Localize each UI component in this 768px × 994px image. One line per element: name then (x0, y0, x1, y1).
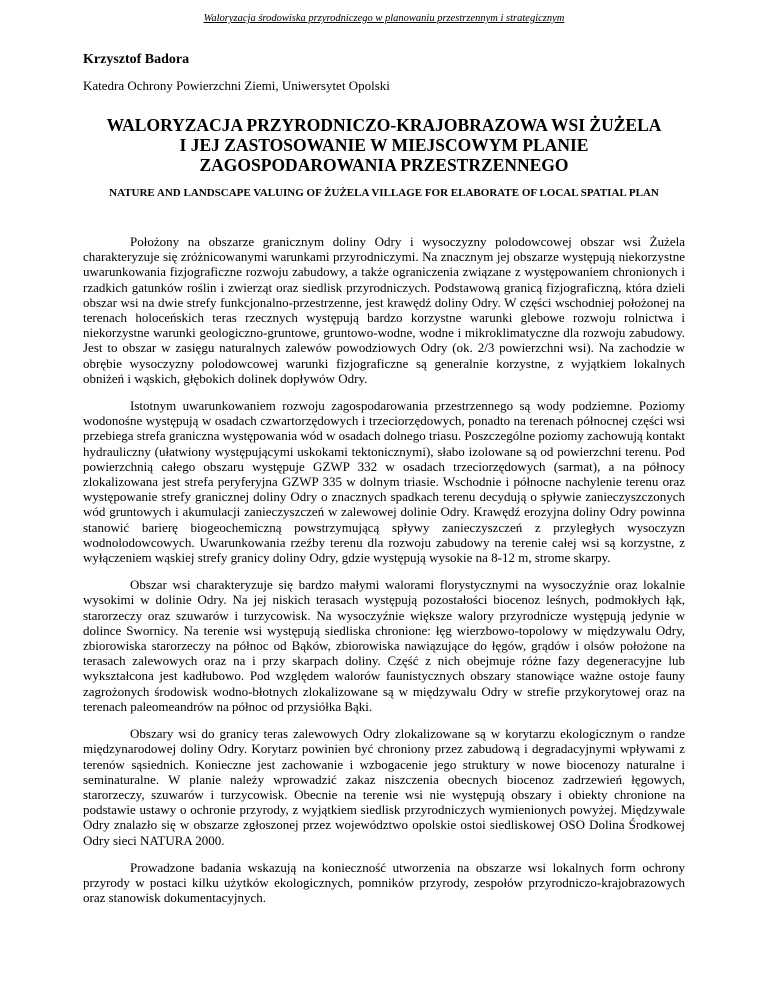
running-header-text: Waloryzacja środowiska przyrodniczego w planowaniu przestrzennym i strategicznym (203, 13, 565, 24)
body-paragraph: Obszar wsi charakteryzuje się bardzo małymi walorami florystycznymi na wysoczyźnie oraz lokalnie wysokimi w dolinie Odry. Na jej niskich terasach występują pozostałości biocenoz leśnych, podmokłych łąk, starorzeczy oraz szuwarów i turzycowisk. Na wysoczyźnie większe walory przyrodnicze występują jedynie w dolince Swornicy. Na terenie wsi występują siedliska chronione: łęg wierzbowo-topolowy w międzywalu Odry, zbiorowiska starorzeczy na północ od Bąków, zbiorowiska nawiązujące do łęgów, grądów i olsów położone na terasach zalewowych oraz na i przy skarpach doliny. Część z nich obejmuje różne fazy degeneracyjne lub wykształcona jest kadłubowo. Pod względem walorów faunistycznych obszary stanowiące ważne ostoje fauny zagrożonych środowisk wodno-błotnych zlokalizowane są w międzywalu Odry w strefie przykorytowej oraz na terenach paleomeandrów na północ od przysiółka Bąki. (83, 577, 685, 714)
running-header (0, 13, 768, 24)
article-title-english: NATURE AND LANDSCAPE VALUING OF ŻUŻELA VILLAGE FOR ELABORATE OF LOCAL SPATIAL PLAN (109, 187, 659, 199)
body-paragraph: Obszary wsi do granicy teras zalewowych Odry zlokalizowane są w korytarzu ekologicznym o randze międzynarodowej doliny Odry. Korytarz powinien być chroniony przez zabudową i degradacyjnymi wpływami z terenów sąsiednich. Konieczne jest zachowanie i wzbogacenie jego struktury w nowe biocenozy naturalne i seminaturalne. W planie należy wprowadzić zakaz niszczenia obecnych biocenoz zadrzewień łęgowych, starorzeczy, szuwarów i turzycowisk. Obecnie na terenie wsi nie występują obszary i obiekty chronione na podstawie ustawy o ochronie przyrody, z wyjątkiem siedlisk przyrodniczych wymienionych powyżej. Międzywale Odry znalazło się w obszarze zgłoszonej przez województwo opolskie ostoi siedliskowej OSO Dolina Środkowej Odry sieci NATURA 2000. (83, 726, 685, 848)
article-body (83, 234, 685, 905)
author-name: Krzysztof Badora (83, 52, 190, 67)
title-line: WALORYZACJA PRZYRODNICZO-KRAJOBRAZOWA WSI ŻUŻELA (106, 115, 662, 135)
body-paragraph: Istotnym uwarunkowaniem rozwoju zagospodarowania przestrzennego są wody podziemne. Poziomy wodonośne występują w osadach czwartorzędowych i trzeciorzędowych, ponadto na terenach północnej części wsi przebiega strefa graniczna występowania wód w osadach dolnego triasu. Poszczególne poziomy zachowują kontakt hydrauliczny (ułatwiony występującymi uskokami tektonicznymi), słabo izolowane są od powierzchni terenu. Pod powierzchnią całego obszaru występuje GZWP 332 w osadach trzeciorzędowych (sarmat), a na północy zlokalizowana jest strefa peryferyjna GZWP 335 w dolnym triasie. Wschodnie i północne nachylenie terenu oraz występowanie strefy granicznej doliny Odry o znacznych spadkach terenu decydują o spływie zanieczyszczonych wód gruntowych i akumulacji zanieczyszczeń w zalewowej dolinie Odry. Krawędź erozyjna doliny Odry powinna stanowić barierę biogeochemiczną powstrzymującą spływy zanieczyszczeń z przyległych wysoczyzn wodnolodowcowych. Uwarunkowania rzeźby terenu dla rozwoju zabudowy na terenie całej wsi są korzystne, z wyłączeniem wąskiej strefy granicy doliny Odry, gdzie występują wysokie na 8-12 m, strome skarpy. (83, 398, 685, 566)
article (83, 52, 685, 917)
title-line: ZAGOSPODAROWANIA PRZESTRZENNEGO (199, 155, 569, 175)
title-line: I JEJ ZASTOSOWANIE W MIEJSCOWYM PLANIE (179, 135, 589, 155)
body-paragraph: Położony na obszarze granicznym doliny Odry i wysoczyzny polodowcowej obszar wsi Żużela charakteryzuje się zróżnicowanymi warunkami przyrodniczymi. Na znacznym jej obszarze występują niekorzystne uwarunkowania fizjograficzne rozwoju zabudowy, a także ograniczenia związane z występowaniem chronionych i rzadkich gatunków roślin i zwierząt oraz siedlisk przyrodniczych. Podstawową granicą fizjograficzną, która dzieli obszar wsi na dwie strefy funkcjonalno-przestrzenne, jest krawędź doliny Odry. W części wschodniej położonej na terenach holoceńskich teras rzecznych występują bardzo korzystne warunki glebowe rozwoju rolnictwa i niekorzystne warunki geologiczno-gruntowe, gruntowo-wodne, wodne i mikroklimatyczne dla rozwoju zabudowy. Jest to obszar w zasięgu naturalnych zalewów powodziowych Odry (ok. 2/3 powierzchni wsi). Na zachodzie w obrębie wysoczyzny polodowcowej warunki fizjograficzne są generalnie korzystne, z wyjątkiem lokalnych obniżeń i wąskich, głębokich dolinek dopływów Odry. (83, 234, 685, 386)
body-paragraph: Prowadzone badania wskazują na konieczność utworzenia na obszarze wsi lokalnych form ochrony przyrody w postaci kilku użytków ekologicznych, pomników przyrody, zespołów przyrodniczo-krajobrazowych oraz stanowisk dokumentacyjnych. (83, 859, 685, 906)
article-title (83, 115, 685, 175)
author-affiliation: Katedra Ochrony Powierzchni Ziemi, Uniwersytet Opolski (83, 78, 390, 93)
